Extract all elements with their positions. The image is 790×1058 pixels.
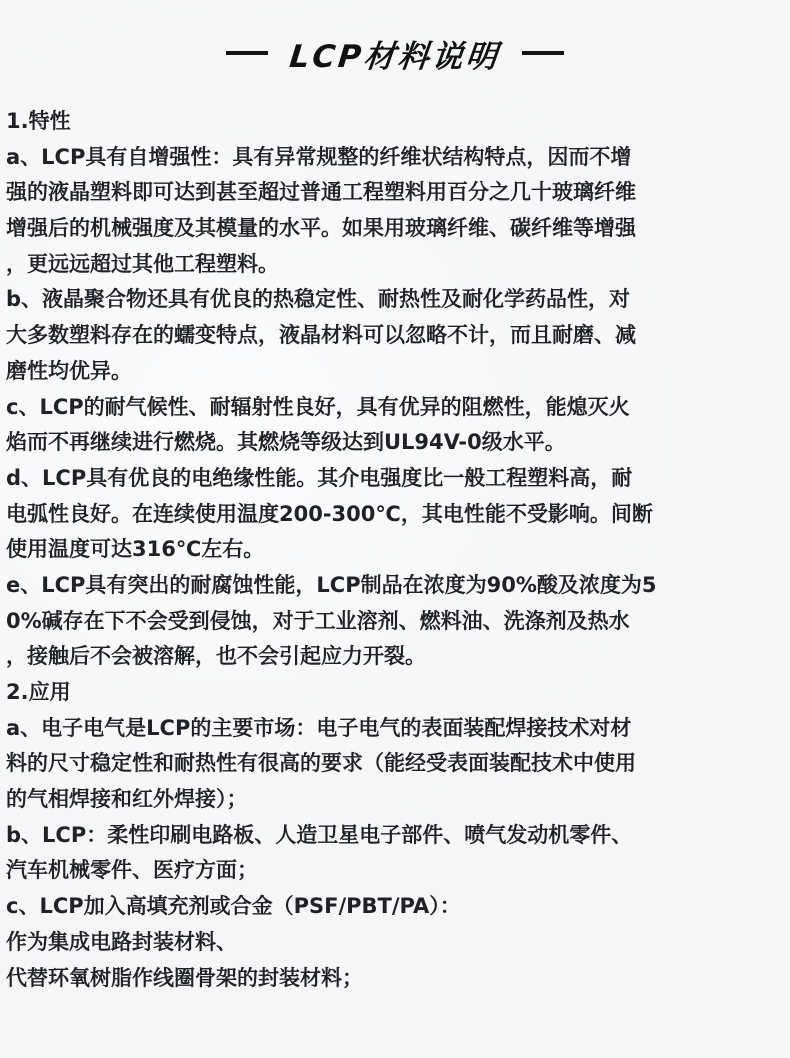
text-line: b、液晶聚合物还具有优良的热稳定性、耐热性及耐化学药品性，对 <box>6 287 631 312</box>
text-line: 料的尺寸稳定性和耐热性有很高的要求（能经受表面装配技术中使用 <box>6 751 636 776</box>
title-dash-left <box>226 51 268 55</box>
page-title: LCP材料说明 <box>287 38 502 75</box>
section-heading: 2.应用 <box>6 680 71 704</box>
text-line: 强的液晶塑料即可达到甚至超过普通工程塑料用百分之几十玻璃纤维 <box>6 180 636 205</box>
text-line: c、LCP的耐气候性、耐辐射性良好，具有优异的阻燃性，能熄灭火 <box>6 394 630 419</box>
text-line: 代替环氧树脂作线圈骨架的封装材料； <box>6 965 363 990</box>
title-dash-right <box>522 51 564 55</box>
text-line: 汽车机械零件、医疗方面； <box>6 858 258 883</box>
text-line: 0%碱存在下不会受到侵蚀，对于工业溶剂、燃料油、洗涤剂及热水 <box>6 608 630 633</box>
text-line: e、LCP具有突出的耐腐蚀性能，LCP制品在浓度为90%酸及浓度为5 <box>6 572 657 597</box>
document-body <box>6 104 786 996</box>
text-line: b、LCP：柔性印刷电路板、人造卫星电子部件、喷气发动机零件、 <box>6 822 633 847</box>
section-heading: 1.特性 <box>6 109 71 133</box>
text-line: ，更远远超过其他工程塑料。 <box>6 251 279 276</box>
text-line: 电弧性良好。在连续使用温度200-300℃，其电性能不受影响。间断 <box>6 501 653 526</box>
text-line: d、LCP具有优良的电绝缘性能。其介电强度比一般工程塑料高，耐 <box>6 465 633 490</box>
text-line: 大多数塑料存在的蠕变特点，液晶材料可以忽略不计，而且耐磨、减 <box>6 323 636 348</box>
title-row <box>0 28 790 78</box>
text-line: 使用温度可达316℃左右。 <box>6 537 265 562</box>
text-line: 增强后的机械强度及其模量的水平。如果用玻璃纤维、碳纤维等增强 <box>6 216 636 241</box>
text-line: 作为集成电路封装材料、 <box>6 929 237 954</box>
text-line: a、LCP具有自增强性：具有异常规整的纤维状结构特点，因而不增 <box>6 144 632 169</box>
text-line: 磨性均优异。 <box>6 358 132 383</box>
text-line: a、电子电气是LCP的主要市场：电子电气的表面装配焊接技术对材 <box>6 715 632 740</box>
text-line: 焰而不再继续进行燃烧。其燃烧等级达到UL94V-0级水平。 <box>6 430 566 455</box>
text-line: ，接触后不会被溶解，也不会引起应力开裂。 <box>6 644 426 669</box>
text-line: 的气相焊接和红外焊接）； <box>6 787 248 812</box>
text-line: c、LCP加入高填充剂或合金（PSF/PBT/PA）： <box>6 894 461 919</box>
